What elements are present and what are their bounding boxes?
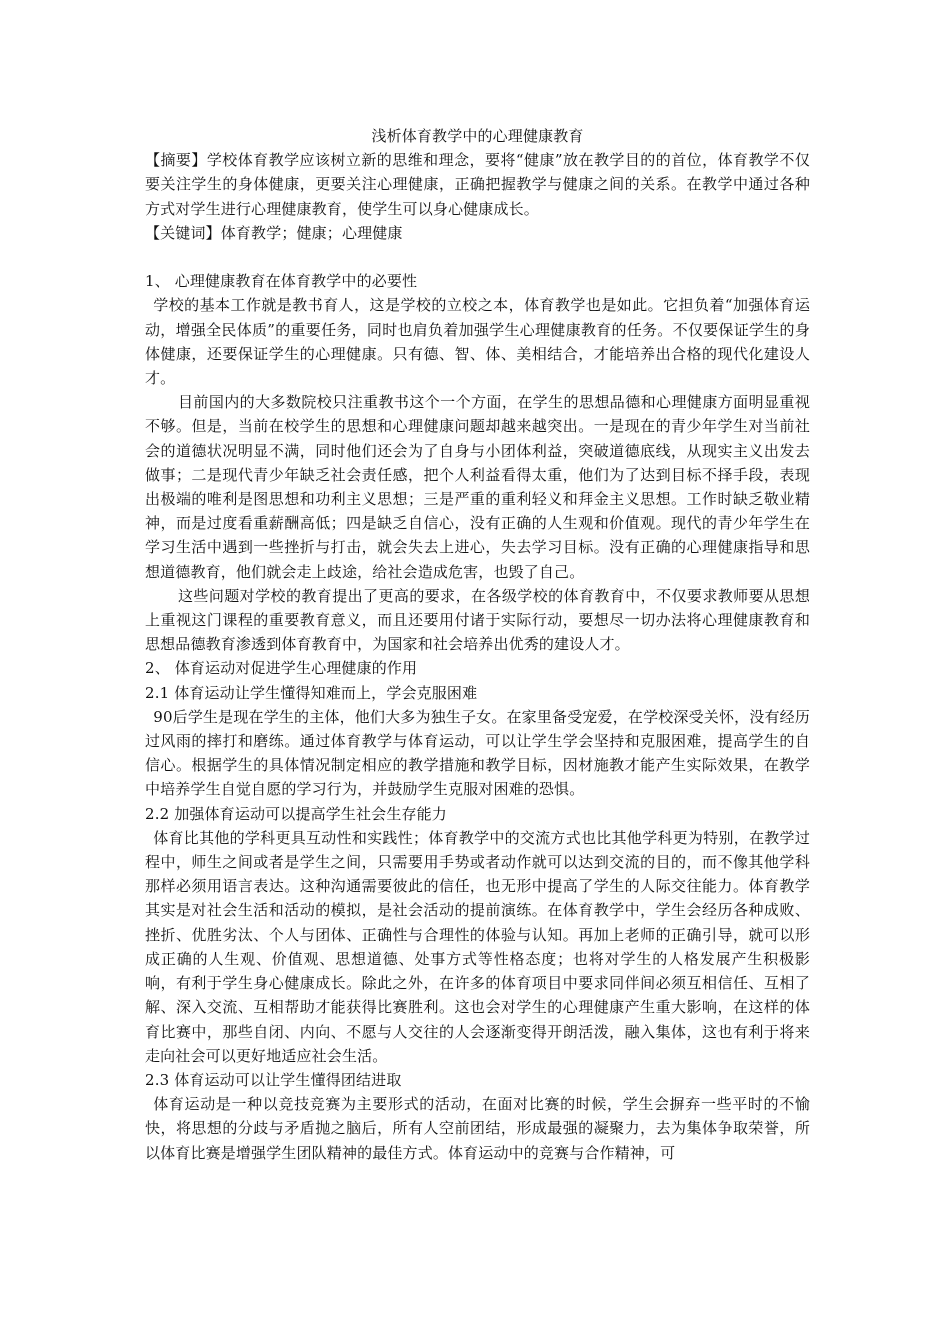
keywords-line: 【关键词】体育教学；健康；心理健康 bbox=[145, 223, 403, 242]
blank-line bbox=[145, 245, 810, 269]
section-2-2-heading: 2.2 加强体育运动可以提高学生社会生存能力 bbox=[145, 804, 447, 823]
section-1-heading: 1、 心理健康教育在体育教学中的必要性 bbox=[145, 272, 418, 291]
section-1-paragraph-1: 学校的基本工作就是教书育人，这是学校的立校之本，体育教学也是如此。它担负着“加强体育运动，增强全民体质”的重要任务，同时也肩负着加强学生心理健康教育的任务。不仅要保证学生的身体健康，还要保证学生的心理健康。只有德、智、体、美相结合，才能培养出合格的现代化建设人才。 bbox=[145, 296, 810, 388]
abstract-paragraph: 【摘要】学校体育教学应该树立新的思维和理念，要将“健康”放在教学目的的首位，体育教学不仅要关注学生的身体健康，更要关注心理健康，正确把握教学与健康之间的关系。在教学中通过各种方式对学生进行心理健康教育，使学生可以身心健康成长。 bbox=[145, 151, 810, 218]
document-title: 浅析体育教学中的心理健康教育 bbox=[371, 127, 584, 145]
section-2-3-paragraph: 体育运动是一种以竞技竞赛为主要形式的活动，在面对比赛的时候，学生会摒弃一些平时的不愉快，将思想的分歧与矛盾抛之脑后，所有人空前团结，形成最强的凝聚力，去为集体争取荣誉，所以体育比赛是增强学生团队精神的最佳方式。体育运动中的竞赛与合作精神，可 bbox=[145, 1095, 810, 1162]
section-2-3-heading: 2.3 体育运动可以让学生懂得团结进取 bbox=[145, 1070, 402, 1089]
section-2-heading: 2、 体育运动对促进学生心理健康的作用 bbox=[145, 659, 418, 678]
section-1-paragraph-3: 这些问题对学校的教育提出了更高的要求，在各级学校的体育教育中，不仅要求教师要从思想上重视这门课程的重要教育意义，而且还要用付诸于实际行动，要想尽一切办法将心理健康教育和思想品德教育渗透到体育教育中，为国家和社会培养出优秀的建设人才。 bbox=[145, 586, 810, 654]
section-1-paragraph-2: 目前国内的大多数院校只注重教书这个一个方面，在学生的思想品德和心理健康方面明显重视不够。但是，当前在校学生的思想和心理健康问题却越来越突出。一是现在的青少年学生对当前社会的道德状况明显不满，同时他们还会为了自身与小团体利益，突破道德底线，从现实主义出发去做事；二是现代青少年缺乏社会责任感，把个人利益看得太重，他们为了达到目标不择手段，表现出极端的唯利是图思想和功利主义思想；三是严重的重利轻义和拜金主义思想。工作时缺乏敬业精神，而是过度看重薪酬高低；四是缺乏自信心，没有正确的人生观和价值观。现代的青少年学生在学习生活中遇到一些挫折与打击，就会失去上进心，失去学习目标。没有正确的心理健康指导和思想道德教育，他们就会走上歧途，给社会造成危害，也毁了自己。 bbox=[145, 393, 810, 581]
section-2-1-heading: 2.1 体育运动让学生懂得知难而上，学会克服困难 bbox=[145, 683, 478, 702]
section-2-2-paragraph: 体育比其他的学科更具互动性和实践性；体育教学中的交流方式也比其他学科更为特别，在教学过程中，师生之间或者是学生之间，只需要用手势或者动作就可以达到交流的目的，而不像其他学科那样必须用语言表达。这种沟通需要彼此的信任，也无形中提高了学生的人际交往能力。体育教学其实是对社会生活和活动的模拟，是社会活动的提前演练。在体育教学中，学生会经历各种成败、挫折、优胜劣汰、个人与团体、正确性与合理性的体验与认知。再加上老师的正确引导，就可以形成正确的人生观、价值观、思想道德、处事方式等性格态度；也将对学生的人格发展产生积极影响，有利于学生身心健康成长。除此之外，在许多的体育项目中要求同伴间必须互相信任、互相了解、深入交流、互相帮助才能获得比赛胜利。这也会对学生的心理健康产生重大影响，在这样的体育比赛中，那些自闭、内向、不愿与人交往的人会逐渐变得开朗活泼，融入集体，这也有利于将来走向社会可以更好地适应社会生活。 bbox=[145, 828, 810, 1065]
document-page bbox=[145, 124, 810, 1165]
section-2-1-paragraph: 90后学生是现在学生的主体，他们大多为独生子女。在家里备受宠爱，在学校深受关怀，没有经历过风雨的摔打和磨练。通过体育教学与体育运动，可以让学生学会坚持和克服困难，提高学生的自信心。根据学生的具体情况制定相应的教学措施和教学目标，因材施教才能产生实际效果，在教学中培养学生自觉自愿的学习行为，并鼓励学生克服对困难的恐惧。 bbox=[145, 707, 810, 799]
